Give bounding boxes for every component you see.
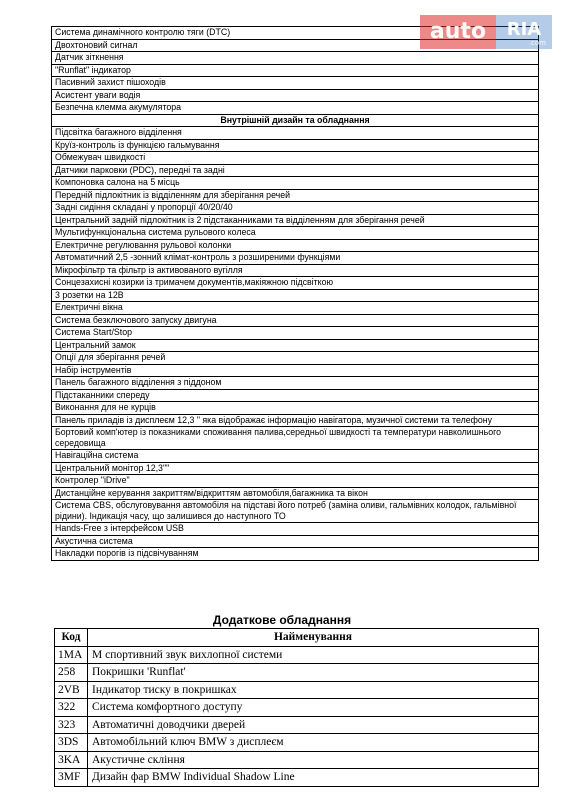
name-cell: Дизайн фар BMW Individual Shadow Line [88,769,539,787]
feature-cell: Мультифункціональна система рульового колеса [52,227,539,240]
table-header-row [55,629,539,647]
feature-cell: Електричне регулювання рульової колонки [52,239,539,252]
feature-cell: Система динамічного контролю тяги (DTC) [52,27,539,40]
table-row [52,302,539,315]
name-cell: Система комфортного доступу [88,699,539,717]
feature-cell: Центральний монітор 12,3"" [52,462,539,475]
code-cell: 323 [55,716,88,734]
feature-cell: Накладки порогів із підсвічуванням [52,548,539,561]
table-row [52,500,539,523]
feature-cell: Передній підлокітник із відділенням для зберігання речей [52,189,539,202]
table-row [52,402,539,415]
feature-cell: Круїз-контроль із функцією гальмування [52,139,539,152]
feature-cell: Автоматичний 2,5 -зонний клімат-контроль з розширеними функціями [52,252,539,265]
name-cell: Покришки 'Runflat' [88,664,539,682]
table-row [52,548,539,561]
feature-cell: Компоновка салона на 5 місць [52,177,539,190]
feature-cell: Опції для зберігання речей [52,352,539,365]
table-row [55,646,539,664]
feature-cell: Виконання для не курців [52,402,539,415]
additional-equipment-table [54,628,539,787]
feature-cell: 3 розетки на 12В [52,289,539,302]
table-row [52,427,539,450]
feature-cell: Панель приладів із дисплеєм 12,3 " яка відображає інформацію навігатора, музичної системи та телефону [52,414,539,427]
feature-cell: Дистанційне керування закриттям/відкриттям автомобіля,багажника та вікон [52,487,539,500]
table-row [52,164,539,177]
table-row [52,202,539,215]
code-cell: 2VB [55,681,88,699]
name-cell: Акустичне скління [88,751,539,769]
table-row [55,769,539,787]
table-row [52,77,539,90]
autoria-watermark-logo [420,11,552,55]
table-row [52,364,539,377]
table-row [52,414,539,427]
table-row [52,289,539,302]
feature-cell: Датчики парковки (PDC), передні та задні [52,164,539,177]
feature-cell: Бортовий комп'ютер із показниками споживання палива,середньої швидкості та температури навколишнього середовища [52,427,539,450]
table-row [52,89,539,102]
table-row [52,535,539,548]
table-row [55,664,539,682]
feature-cell: Панель багажного відділення з піддоном [52,377,539,390]
feature-cell: Пасивний захист пішоходів [52,77,539,90]
table-row [52,239,539,252]
code-cell: 3KA [55,751,88,769]
standard-equipment-table [51,26,539,561]
code-cell: 322 [55,699,88,717]
feature-cell: Датчик зіткнення [52,52,539,65]
feature-cell: Система безключового запуску двигуна [52,314,539,327]
section-title: Внутрішній дизайн та обладнання [52,114,539,127]
feature-cell: Безпечна клемма акумулятора [52,102,539,115]
table-row [52,475,539,488]
table-row [55,699,539,717]
feature-cell: Підсвітка багажного відділення [52,127,539,140]
feature-cell: Мікрофільтр та фільтр із активованого вугілля [52,264,539,277]
name-column-header: Найменування [88,629,539,647]
feature-cell: Навігаційна система [52,450,539,463]
name-cell: Автоматичні доводчики дверей [88,716,539,734]
table-row [52,177,539,190]
name-cell: Автомобільний ключ BMW з дисплеєм [88,734,539,752]
table-row [52,139,539,152]
name-cell: М спортивний звук вихлопної системи [88,646,539,664]
table-row [52,227,539,240]
table-row [55,751,539,769]
table-row [52,214,539,227]
table-row [52,277,539,290]
table-row [52,450,539,463]
code-column-header: Код [55,629,88,647]
code-cell: 3DS [55,734,88,752]
table-row [52,64,539,77]
table-row [52,314,539,327]
table-row [52,339,539,352]
table-row [52,327,539,340]
table-row [52,264,539,277]
table-row [52,523,539,536]
table-row [55,681,539,699]
feature-cell: Система Start/Stop [52,327,539,340]
watermark-domain-text: .com [528,39,546,47]
table-row [52,102,539,115]
table-row [52,377,539,390]
table-row [52,352,539,365]
table-row [55,734,539,752]
feature-cell: Асистент уваги водія [52,89,539,102]
name-cell: Індикатор тиску в покришках [88,681,539,699]
feature-cell: Задні сидіння складані у пропорції 40/20/40 [52,202,539,215]
feature-cell: Обмежувач швидкості [52,152,539,165]
code-cell: 1MA [55,646,88,664]
feature-cell: Сонцезахисні козирки із тримачем документів,макіяжною підсвіткою [52,277,539,290]
feature-cell: Набір інструментів [52,364,539,377]
table-row [52,152,539,165]
feature-cell: Центральний задній підлокітник із 2 підстаканниками та відділенням для зберігання речей [52,214,539,227]
feature-cell: Електричні вікна [52,302,539,315]
table-row [52,487,539,500]
section-header-row [52,114,539,127]
feature-cell: Підстаканники спереду [52,389,539,402]
feature-cell: Акустична система [52,535,539,548]
watermark-ria-text: RIA [496,15,552,49]
feature-cell: Двохтоновий сигнал [52,39,539,52]
code-cell: 3MF [55,769,88,787]
code-cell: 258 [55,664,88,682]
feature-cell: Контролер "iDrive" [52,475,539,488]
table-row [52,462,539,475]
feature-cell: Центральний замок [52,339,539,352]
table-row [52,389,539,402]
table-row [52,127,539,140]
watermark-auto-text: auto [420,15,496,49]
table-row [52,252,539,265]
table-row [52,189,539,202]
table-row [55,716,539,734]
feature-cell: "Runflat" індикатор [52,64,539,77]
feature-cell: Hands-Free з інтерфейсом USB [52,523,539,536]
feature-cell: Система CBS, обслуговування автомобіля на підставі його потреб (заміна оливи, гальмівних колодок, гальмівної рідини). Індикація часу, що залишився до наступного ТО [52,500,539,523]
additional-equipment-title: Додаткове обладнання [212,613,352,627]
